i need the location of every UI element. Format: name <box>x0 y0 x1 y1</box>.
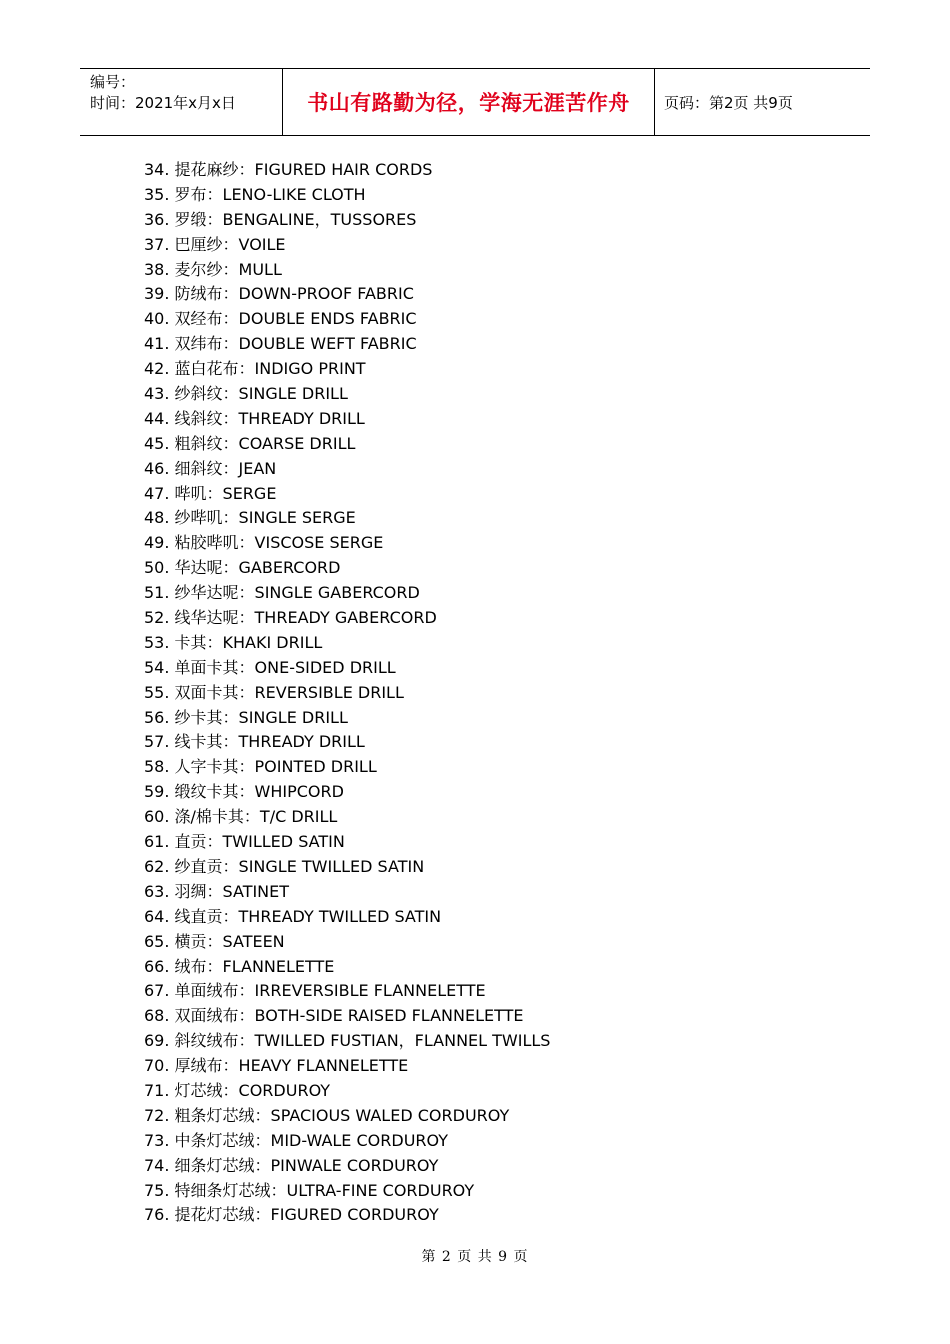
glossary-item: 37. 巴厘纱：VOILE <box>144 234 286 254</box>
glossary-item: 46. 细斜纹：JEAN <box>144 458 277 478</box>
glossary-item: 49. 粘胶哔叽：VISCOSE SERGE <box>144 533 384 553</box>
glossary-item: 50. 华达呢：GABERCORD <box>144 558 341 578</box>
glossary-item: 72. 粗条灯芯绒：SPACIOUS WALED CORDUROY <box>144 1105 510 1125</box>
glossary-item: 56. 纱卡其：SINGLE DRILL <box>144 707 348 727</box>
glossary-item: 62. 纱直贡：SINGLE TWILLED SATIN <box>144 856 425 876</box>
glossary-item: 41. 双纬布：DOUBLE WEFT FABRIC <box>144 334 417 354</box>
glossary-item: 42. 蓝白花布：INDIGO PRINT <box>144 359 366 379</box>
glossary-item: 48. 纱哔叽：SINGLE SERGE <box>144 508 356 528</box>
glossary-item: 53. 卡其：KHAKI DRILL <box>144 632 323 652</box>
date-label: 时间：2021年x月x日 <box>90 94 236 112</box>
glossary-item: 57. 线卡其：THREADY DRILL <box>144 732 365 752</box>
glossary-item: 52. 线华达呢：THREADY GABERCORD <box>144 608 437 628</box>
glossary-item: 63. 羽绸：SATINET <box>144 881 290 901</box>
glossary-item: 59. 缎纹卡其：WHIPCORD <box>144 782 344 802</box>
glossary-item: 39. 防绒布：DOWN-PROOF FABRIC <box>144 284 414 304</box>
glossary-item: 44. 线斜纹：THREADY DRILL <box>144 408 365 428</box>
glossary-item: 47. 哔叽：SERGE <box>144 483 277 503</box>
header-page-info-cell <box>655 69 870 135</box>
glossary-item: 43. 纱斜纹：SINGLE DRILL <box>144 384 348 404</box>
glossary-item: 64. 线直贡：THREADY TWILLED SATIN <box>144 906 442 926</box>
glossary-item: 54. 单面卡其：ONE-SIDED DRILL <box>144 657 396 677</box>
glossary-item: 76. 提花灯芯绒：FIGURED CORDUROY <box>144 1205 439 1225</box>
glossary-item: 66. 绒布：FLANNELETTE <box>144 956 335 976</box>
serial-number-label: 编号： <box>90 73 136 91</box>
glossary-item: 65. 横贡：SATEEN <box>144 931 285 951</box>
glossary-item: 58. 人字卡其：POINTED DRILL <box>144 757 377 777</box>
glossary-list <box>144 158 550 1228</box>
glossary-item: 34. 提花麻纱：FIGURED HAIR CORDS <box>144 160 433 179</box>
motto-text: 书山有路勤为径，学海无涯苦作舟 <box>307 91 630 115</box>
glossary-item: 61. 直贡：TWILLED SATIN <box>144 832 345 852</box>
glossary-item: 35. 罗布：LENO-LIKE CLOTH <box>144 184 366 204</box>
glossary-item: 45. 粗斜纹：COARSE DRILL <box>144 433 356 453</box>
glossary-item: 71. 灯芯绒：CORDUROY <box>144 1080 331 1100</box>
glossary-item: 38. 麦尔纱：MULL <box>144 259 282 279</box>
page-footer: 第 2 页 共 9 页 <box>421 1249 529 1265</box>
header-motto-cell <box>282 69 655 135</box>
glossary-item: 60. 涤/棉卡其：T/C DRILL <box>144 807 338 827</box>
glossary-item: 55. 双面卡其：REVERSIBLE DRILL <box>144 682 404 702</box>
header-meta <box>80 69 282 135</box>
glossary-item: 67. 单面绒布：IRREVERSIBLE FLANNELETTE <box>144 981 486 1001</box>
page-header <box>80 68 870 136</box>
glossary-item: 51. 纱华达呢：SINGLE GABERCORD <box>144 583 420 603</box>
glossary-item: 70. 厚绒布：HEAVY FLANNELETTE <box>144 1056 409 1076</box>
glossary-item: 73. 中条灯芯绒：MID-WALE CORDUROY <box>144 1130 449 1150</box>
page-info: 页码：第2页 共9页 <box>664 93 793 112</box>
glossary-item: 36. 罗缎：BENGALINE，TUSSORES <box>144 209 417 229</box>
glossary-item: 74. 细条灯芯绒：PINWALE CORDUROY <box>144 1155 439 1175</box>
glossary-item: 40. 双经布：DOUBLE ENDS FABRIC <box>144 309 417 329</box>
glossary-item: 68. 双面绒布：BOTH-SIDE RAISED FLANNELETTE <box>144 1006 524 1026</box>
glossary-item: 75. 特细条灯芯绒：ULTRA-FINE CORDUROY <box>144 1180 475 1200</box>
glossary-item: 69. 斜纹绒布：TWILLED FUSTIAN，FLANNEL TWILLS <box>144 1031 551 1051</box>
